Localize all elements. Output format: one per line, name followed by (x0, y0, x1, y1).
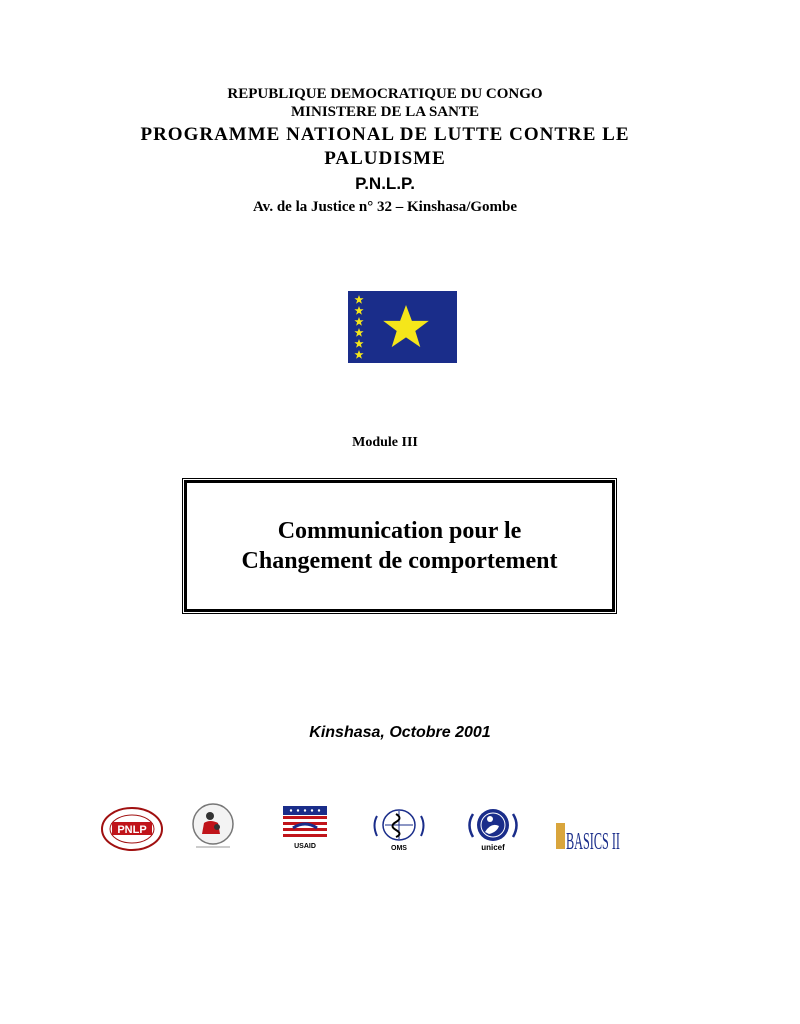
programme-acronym: P.N.L.P. (355, 174, 415, 193)
drc-flag-image (348, 291, 457, 363)
oms-logo-text: OMS (391, 845, 407, 852)
oms-logo (369, 806, 429, 852)
title-line-2: Changement de comportement (241, 548, 558, 574)
module-label: Module III (352, 435, 418, 450)
partner-mother-child-logo (186, 801, 240, 851)
address-line: Av. de la Justice n° 32 – Kinshasa/Gombe (252, 199, 518, 215)
basics-logo (556, 820, 622, 854)
usaid-logo-text: USAID (294, 843, 316, 850)
country-line: REPUBLIQUE DEMOCRATIQUE DU CONGO (227, 86, 543, 102)
programme-line: PROGRAMME NATIONAL DE LUTTE CONTRE LE (140, 124, 630, 145)
basics-logo-text: BASICS II (566, 829, 620, 855)
pnlp-logo (100, 806, 164, 852)
place-date: Kinshasa, Octobre 2001 (309, 724, 491, 741)
pnlp-logo-text: PNLP (117, 824, 147, 836)
unicef-logo-text: unicef (481, 843, 505, 852)
title-line-1: Communication pour le (277, 518, 522, 544)
programme-line-2: PALUDISME (324, 148, 446, 169)
ministry-line: MINISTERE DE LA SANTE (291, 104, 479, 120)
usaid-logo (279, 806, 331, 850)
unicef-logo (461, 806, 525, 852)
title-box (184, 480, 615, 612)
